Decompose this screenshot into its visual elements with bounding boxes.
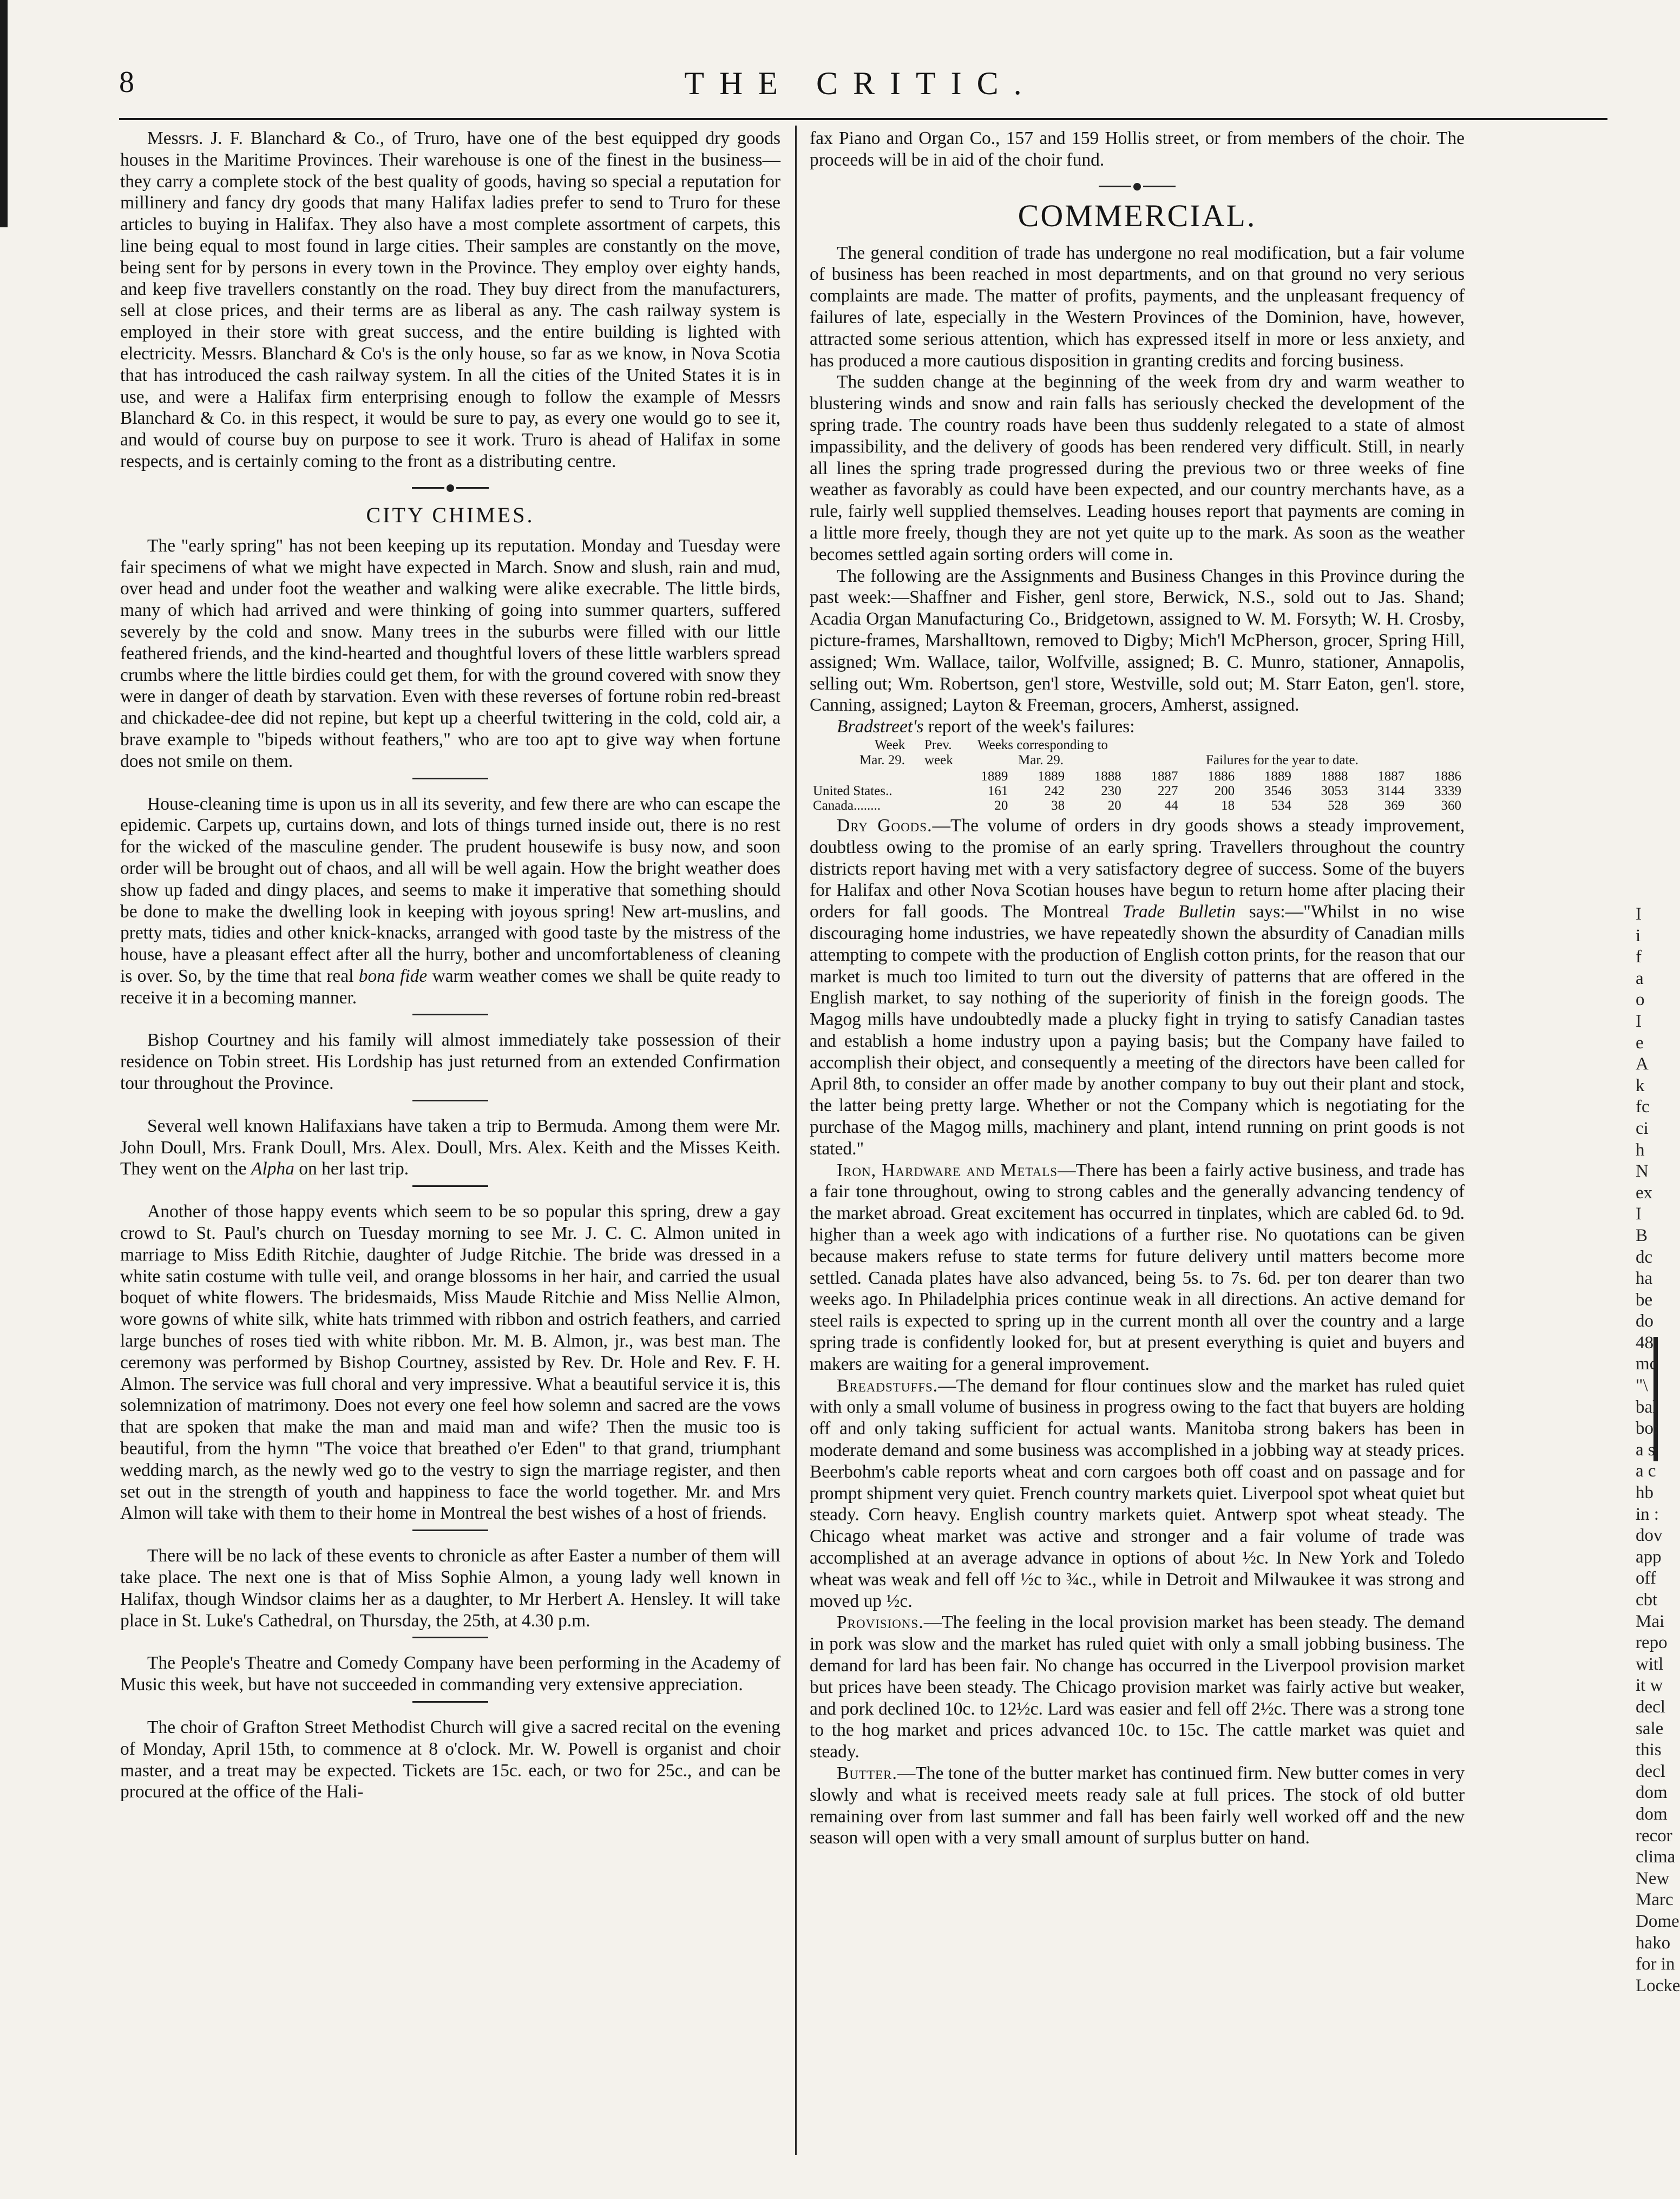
margin-fragment: cbt — [1636, 1590, 1658, 1610]
table-cell: 360 — [1441, 798, 1461, 813]
column-divider — [795, 126, 797, 2155]
year-cell: 1886 — [1208, 769, 1235, 784]
year-cell: 1889 — [981, 769, 1008, 784]
table-header-week: Week — [875, 737, 905, 752]
margin-fragment: in : — [1636, 1504, 1659, 1524]
commercial-heading: COMMERCIAL. — [1018, 198, 1257, 233]
table-cell: 227 — [1157, 783, 1178, 798]
margin-fragment: A — [1636, 1054, 1649, 1074]
bradstreet-intro-text: report of the week's failures: — [928, 717, 1135, 737]
house-cleaning-paragraph — [120, 793, 780, 1009]
iron-hardware-text: —There has been a fairly active business, and trade has a fair tone throughout, owing to strong cables and the generally advancing tendency of the market abroad. Great excitement has occurred in tinplates, which are cabled 6d. to 9d. higher than a week ago with indications of a further rise. No quotations can be given because makers refuse to state terms for future delivery until matters become more settled. Canada plates have also advanced, being 5s. to 7s. 6d. per ton dearer than two weeks ago. In Philadelphia prices continue weak in all directions. An active demand for steel rails is expected to spring up in the current month all over the country and a large spring trade is confidently looked for, but at present everything is quiet and buyers and makers are waiting for a general improvement. — [810, 1160, 1465, 1374]
table-header-week2: week — [924, 752, 953, 767]
bona-fide-italic: bona fide — [358, 966, 428, 986]
table-cell: 161 — [987, 783, 1008, 798]
margin-fragment: recor — [1636, 1826, 1672, 1846]
table-row — [810, 769, 1465, 784]
bradstreet-intro — [810, 716, 1465, 738]
left-column — [120, 128, 780, 1803]
year-cell: 1889 — [1038, 769, 1065, 784]
table-row — [810, 784, 1465, 798]
table-cell: 528 — [1328, 798, 1348, 813]
margin-fragment: i — [1636, 925, 1641, 946]
margin-fragment: bo: — [1636, 1419, 1659, 1439]
margin-fragment: fc — [1636, 1097, 1650, 1117]
house-cleaning-text-a: House-cleaning time is upon us in all its severity, and few there are who can escape the epidemic. Carpets up, curtains down, and lots of things turned inside out, there is no rest for the wicked of the masculine gender. The prudent housewife is busy now, and soon order will be brought out of chaos, and all will be well again. How the bright weather does show up faded and dingy places, and seems to make it imperative that something should be done to make the dwelling look in keeping with joyous spring! New art-muslins, and pretty mats, tidies and other knick-knacks, arranged with good taste by the mistress of the house, have a pleasant effect after all the hurry, bother and uncomfortableness of cleaning is over. So, by the time that real — [120, 793, 780, 986]
table-cell: 3144 — [1377, 783, 1405, 798]
margin-fragment: dom — [1636, 1804, 1668, 1824]
margin-fragment: app — [1636, 1547, 1662, 1567]
masthead-title: THE CRITIC. — [684, 65, 1037, 101]
alpha-ship-italic: Alpha — [251, 1159, 294, 1179]
margin-fragment: a s — [1636, 1440, 1655, 1460]
failures-table-header — [810, 738, 1465, 769]
section-ornament — [810, 176, 1465, 195]
dry-goods-text-a: —The volume of orders in dry goods shows a steady improvement, doubtless owing to the promise of an early spring. Travellers throughout the country districts report having met with a very satisfactory degree of success. Some of the buyers for Halifax and other Nova Scotian houses have begun to return home after placing their orders for fall goods. The Montreal — [810, 815, 1465, 922]
bermuda-paragraph — [120, 1115, 780, 1180]
margin-fragment: I — [1636, 904, 1642, 924]
margin-fragment: I — [1636, 1011, 1642, 1031]
table-cell: 369 — [1384, 798, 1405, 813]
table-row — [810, 798, 1465, 813]
margin-fragment: I — [1636, 1204, 1642, 1224]
table-cell: 230 — [1101, 783, 1121, 798]
right-column — [810, 128, 1465, 1849]
table-cell: 20 — [1107, 798, 1121, 813]
table-cell: 534 — [1271, 798, 1291, 813]
margin-fragment: k — [1636, 1075, 1645, 1095]
margin-fragment: ha — [1636, 1269, 1653, 1289]
page-number: 8 — [119, 65, 134, 99]
butter-paragraph — [810, 1763, 1465, 1849]
margin-fragment: decl — [1636, 1761, 1665, 1781]
early-spring-paragraph: The "early spring" has not been keeping up its reputation. Monday and Tuesday were fair specimens of what we might have expected in March. Snow and slush, rain and mud, over head and under foot the weather and walking were alike execrable. The little birds, many of which had arrived and were thinking of going into summer quarters, suffered severely by the cold and snow. Many trees in the suburbs were filled with our little feathered friends, and the kind-hearted and thoughtful lovers of these little warblers spread crumbs where the little birdies could get them, for with the ground covered with snow they were in danger of death by starvation. Even with these reverses of fortune robin red-breast and chickadee-dee did not repine, but kept up a cheerful twittering in the cold, cold air, a brave example to "bipeds without feathers," who are too apt to give way when fortune does not smile on them. — [120, 535, 780, 771]
year-cell: 1886 — [1434, 769, 1461, 784]
margin-fragment: h — [1636, 1140, 1645, 1160]
table-header-failures-year: Failures for the year to date. — [1206, 752, 1359, 767]
table-cell: 3053 — [1321, 783, 1348, 798]
iron-hardware-label: Iron, Hardware and Metals — [837, 1160, 1058, 1180]
margin-fragment: ci — [1636, 1118, 1649, 1138]
margin-fragment: repo — [1636, 1633, 1668, 1653]
assignments-paragraph: The following are the Assignments and Business Changes in this Province during the past week:—Shaffner and Fisher, genl store, Berwick, N.S., sold out to Jas. Shand; Acadia Organ Manufacturing Co., Bridgetown, assigned to W. M. Forsyth; W. H. Crosby, picture-frames, Marshalltown, removed to Digby; Mich'l McPherson, grocer, Spring Hill, assigned; Wm. Wallace, tailor, Wolfville, assigned; B. C. Munro, stationer, Annapolis, selling out; Wm. Robertson, gen'l store, Westville, sold out; M. Starr Eaton, gen'l. store, Canning, assigned; Layton & Freeman, grocers, Amherst, assigned. — [810, 566, 1465, 716]
margin-fragment: N — [1636, 1161, 1649, 1181]
trade-condition-paragraph: The general condition of trade has undergone no real modification, but a fair volume of business has been reached in most departments, and on that ground no very serious complaints are made. The matter of profits, payments, and the unpleasant frequency of failures of late, especially in the Western Provinces of the Dominion, have, however, attracted some serious attention, which has expressed itself in more or less anxiety, and has produced a more cautious disposition in granting credits and forcing business. — [810, 242, 1465, 371]
choir-recital-paragraph: The choir of Grafton Street Methodist Church will give a sacred recital on the evening of Monday, April 15th, to commence at 8 o'clock. Mr. W. Powell is organist and choir master, and a treat may be expected. Tickets are 15c. each, or two for 25c., and can be procured at the office of the Hali- — [120, 1717, 780, 1802]
margin-fragment: e — [1636, 1033, 1644, 1053]
margin-fragment: it w — [1636, 1676, 1663, 1696]
margin-fragment: f — [1636, 947, 1642, 967]
bradstreet-italic: Bradstreet's — [837, 717, 924, 737]
margin-fragment: hako — [1636, 1933, 1671, 1953]
margin-fragment: decl — [1636, 1697, 1665, 1717]
margin-fragment: o — [1636, 990, 1645, 1010]
margin-fragment: Mai — [1636, 1611, 1665, 1631]
table-header-mar29: Mar. 29. — [1018, 752, 1064, 767]
table-header-mar: Mar. 29. — [859, 752, 905, 767]
margin-fragment: do — [1636, 1311, 1653, 1331]
choir-continued-text: fax Piano and Organ Co., 157 and 159 Hollis street, or from members of the choir. The proceeds will be in aid of the choir fund. — [810, 128, 1465, 170]
dry-goods-paragraph — [810, 815, 1465, 1160]
bermuda-text-b: on her last trip. — [299, 1159, 409, 1179]
table-cell: 242 — [1044, 783, 1065, 798]
year-cell: 1887 — [1377, 769, 1405, 784]
margin-fragment: a — [1636, 968, 1644, 988]
section-ornament — [120, 478, 780, 496]
provisions-text: —The feeling in the local provision market has been steady. The demand in pork was slow and the market has ruled quiet with only a small jobbing business. The demand for lard has been fair. No change has occurred in the Liverpool provision market but prices have been steady. The Chicago provision market was fairly active but weaker, and pork declined 10c. to 12½c. Lard was easier and fell off 2½c. There was a strong tone to the hog market and prices advanced 10c. to 15c. The cattle market was quiet and steady. — [810, 1612, 1465, 1762]
margin-fragment: hb — [1636, 1483, 1653, 1503]
margin-fragment: for in — [1636, 1954, 1675, 1974]
table-header-prev: Prev. — [924, 737, 952, 752]
margin-fragment: ex — [1636, 1183, 1653, 1203]
header-rule — [119, 118, 1607, 120]
wedding-paragraph: Another of those happy events which seem to be so popular this spring, drew a gay crowd to St. Paul's church on Tuesday morning to see Mr. J. C. C. Almon united in marriage to Miss Edith Ritchie, daughter of Judge Ritchie. The bride was dressed in a white satin costume with tulle veil, and orange blossoms in her hair, and carried the usual boquet of white flowers. The bridesmaids, Miss Maude Ritchie and Miss Nellie Almon, wore gowns of white silk, white hats trimmed with ribbon and ostrich feathers, and carried large bunches of roses tied with white ribbon. Mr. M. B. Almon, jr., was best man. The ceremony was performed by Bishop Courtney, assisted by Rev. Dr. Hole and Rev. F. H. Almon. The service was full choral and very impressive. What a beautiful service it is, this solemnization of matrimony. Does not every one feel how solemn and sacred are the vows that are spoken that make the man and maid man and wife? Then the music too is beautiful, from the hymn "The voice that breathed o'er Eden" to that grand, triumphant wedding march, as the newly wed go to the vestry to sign the marriage register, and then set out in the strength of youth and happiness to face the world together. Mr. and Mrs Almon will take with them to their home in Montreal the best wishes of a host of friends. — [120, 1202, 780, 1524]
table-cell: 44 — [1164, 798, 1178, 813]
butter-text: —The tone of the butter market has continued firm. New butter comes in very slowly and what is received meets ready sale at full prices. The stock of old butter remaining over from last summer and fall has been fairly well worked off and the new season will open with a very small amount of surplus butter on hand. — [810, 1763, 1465, 1848]
provisions-label: Provisions. — [837, 1612, 924, 1633]
theatre-paragraph: The People's Theatre and Comedy Company have been performing in the Academy of Music this week, but have not succeeded in commanding very extensive appreciation. — [120, 1653, 780, 1695]
margin-fragment: 48 — [1636, 1332, 1653, 1353]
failures-table — [810, 769, 1465, 813]
margin-fragment: a c — [1636, 1461, 1656, 1481]
margin-fragment: dc — [1636, 1247, 1653, 1267]
left-edge-rule — [0, 0, 8, 227]
margin-fragment: Locke — [1636, 1975, 1680, 1995]
margin-fragment: dov — [1636, 1526, 1663, 1546]
trade-bulletin-italic: Trade Bulletin — [1123, 902, 1236, 922]
margin-fragment: Dome — [1636, 1911, 1679, 1931]
margin-fragment: "\ — [1636, 1376, 1648, 1396]
breadstuffs-paragraph — [810, 1375, 1465, 1612]
bishop-courtney-paragraph: Bishop Courtney and his family will almost immediately take possession of their residence on Tobin street. His Lordship has just returned from an extended Confirmation tour throughout the Province. — [120, 1030, 780, 1094]
table-cell: 20 — [994, 798, 1008, 813]
margin-fragment: sale — [1636, 1718, 1664, 1738]
year-cell: 1888 — [1321, 769, 1348, 784]
margin-fragment: dom — [1636, 1783, 1668, 1803]
year-cell: 1888 — [1094, 769, 1121, 784]
margin-fragment: witl — [1636, 1654, 1664, 1674]
table-header-corresponding: Weeks corresponding to — [977, 737, 1108, 752]
page-header — [119, 65, 1602, 114]
margin-fragment: B — [1636, 1225, 1648, 1245]
year-cell: 1887 — [1151, 769, 1178, 784]
margin-fragment: New — [1636, 1868, 1670, 1888]
table-cell: 18 — [1221, 798, 1235, 813]
margin-fragment: clima — [1636, 1847, 1676, 1867]
butter-label: Butter. — [837, 1763, 897, 1783]
row-label-us: United States.. — [813, 783, 892, 798]
adjacent-page-fragments — [1636, 904, 1680, 1997]
blanchard-article: Messrs. J. F. Blanchard & Co., of Truro, have one of the best equipped dry goods houses in the Maritime Provinces. Their warehouse is one of the finest in the business—they carry a complete stock of the best quality of goods, having so special a reputation for millinery and fancy dry goods that many Halifax ladies prefer to send to Truro for these articles to buying in Halifax. They also have a most complete assortment of carpets, this line being equal to most found in large cities. Their samples are constantly on the move, being sent for by persons in every town in the Province. They employ over eighty hands, and keep five travellers constantly on the road. They buy direct from the manufacturers, sell at close prices, and their terms are as liberal as any. The cash railway system is employed in their store with great success, and the entire building is lighted with electricity. Messrs. Blanchard & Co's is the only house, so far as we know, in Nova Scotia that has introduced the cash railway system. In all the cities of the United States it is in use, and were a Halifax firm enterprising enough to follow the example of Messrs Blanchard & Co. in this respect, it would be sure to pay, as every one would go to see it, and would of course buy on purpose to see it work. Truro is ahead of Halifax in some respects, and is certainly coming to the front as a distributing centre. — [120, 128, 780, 471]
margin-fragment: bal — [1636, 1397, 1658, 1417]
margin-fragment: mc — [1636, 1354, 1658, 1374]
dry-goods-text-b: says:—"Whilst in no wise discouraging home industries, we have repeatedly shown the absurdity of Canadian mills attempting to compete with the production of English cotton prints, for the reason that our market is much too limited to turn out the diversity of patterns that are offered in the English market, to say nothing of the superiority of finish in the foreign goods. The Magog mills have undoubtedly made a plucky fight in trying to satisfy Canadian tastes and establish a home industry upon a paying basis; but the Company have failed to accomplish their object, and consequently a meeting of the directors have been called for April 8th, to consider an offer made by another company to buy out their plant and stock, the latter being pretty large. Whether or not the Company which is negotiating for the purchase of the Magog mills, machinery and plant, intend running on print goods is not stated." — [810, 902, 1465, 1159]
weather-change-paragraph: The sudden change at the beginning of the week from dry and warm weather to blustering winds and snow and rain falls has seriously checked the development of the spring trade. The country roads have been thus suddenly relegated to a state of almost impassibility, and the delivery of goods has been rendered very difficult. Still, in nearly all lines the spring trade progressed during the previous two or three weeks of fine weather as favorably as could have been expected, and our country merchants have, as a rule, fairly well supplied themselves. Leading houses report that payments are coming in a little more freely, though they are not yet quite up to the mark. As soon as the weather becomes settled again sorting orders will come in. — [810, 372, 1465, 564]
table-cell: 3339 — [1434, 783, 1461, 798]
breadstuffs-text: —The demand for flour continues slow and the market has ruled quiet with only a small volume of business in progress owing to the fact that buyers are holding off and only taking sufficient for actual wants. Manitoba strong bakers has been in moderate demand and some business was accomplished in a jobbing way at steady prices. Beerbohm's cable reports wheat and corn cargoes both off coast and on passage and for prompt shipment very quiet. French country markets quiet. Liverpool spot wheat quiet but steady. Corn heavy. English country markets quiet. Antwerp spot wheat steady. The Chicago wheat market was active and stronger and a fair volume of trade was accomplished at an average advance in options of about ½c. In New York and Toledo wheat was weak and fell off ½c to ¾c., while in Detroit and Milwaukee it was strong and moved up ½c. — [810, 1375, 1465, 1611]
margin-fragment: Marc — [1636, 1890, 1674, 1910]
easter-weddings-paragraph: There will be no lack of these events to chronicle as after Easter a number of them will take place. The next one is that of Miss Sophie Almon, a young lady well known in Halifax, though Windsor claims her as a daughter, to Mr Herbert A. Hensley. It will take place in St. Luke's Cathedral, on Thursday, the 25th, at 4.30 p.m. — [120, 1546, 780, 1631]
bermuda-text-a: Several well known Halifaxians have taken a trip to Bermuda. Among them were Mr. John Doull, Mrs. Frank Doull, Mrs. Alex. Doull, Mrs. Alex. Keith and the Misses Keith. They went on the — [120, 1115, 780, 1179]
city-chimes-heading: CITY CHIMES. — [366, 502, 535, 527]
iron-hardware-paragraph — [810, 1160, 1465, 1375]
table-cell: 38 — [1051, 798, 1065, 813]
house-cleaning-text-b: warm weather comes we shall be quite ready to receive it in a becoming manner. — [120, 966, 781, 1008]
row-label-canada: Canada........ — [813, 798, 881, 813]
margin-fragment: be — [1636, 1290, 1653, 1310]
provisions-paragraph — [810, 1612, 1465, 1763]
margin-fragment: off — [1636, 1568, 1656, 1588]
year-cell: 1889 — [1264, 769, 1291, 784]
table-cell: 3546 — [1264, 783, 1291, 798]
margin-fragment: this — [1636, 1740, 1662, 1760]
breadstuffs-label: Breadstuffs. — [837, 1375, 939, 1396]
table-cell: 200 — [1214, 783, 1235, 798]
dry-goods-label: Dry Goods. — [837, 815, 933, 836]
